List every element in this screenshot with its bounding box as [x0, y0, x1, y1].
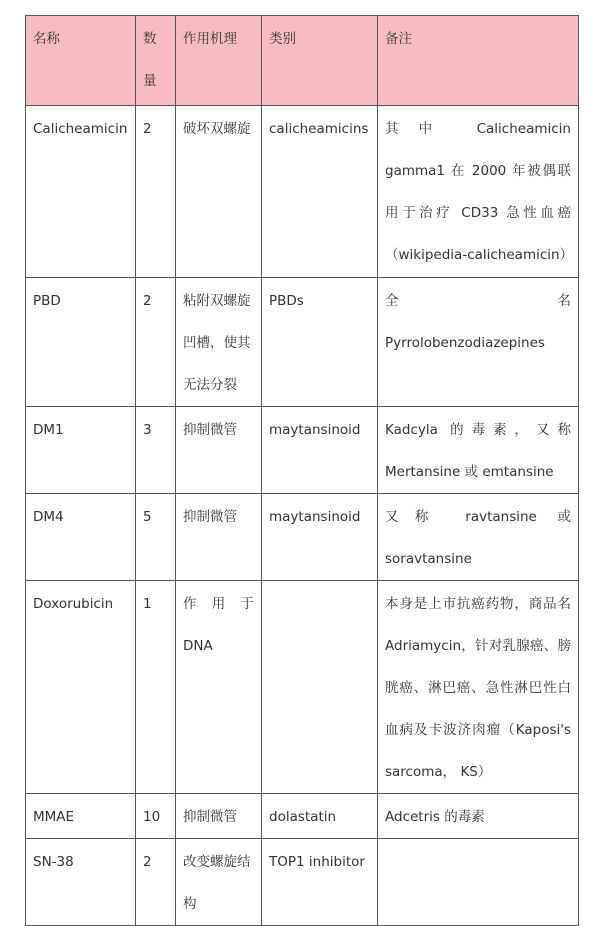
cell-category	[262, 581, 378, 794]
cell-name: DM4	[26, 494, 136, 581]
cell-category: dolastatin	[262, 794, 378, 839]
table-row	[26, 278, 579, 407]
cell-notes: 全名 Pyrrolobenzodiazepines	[378, 278, 579, 407]
cell-notes	[378, 839, 579, 926]
cell-mechanism: 抑制微管	[176, 794, 262, 839]
cell-notes: 其中 Calicheamicin gamma1 在 2000 年被偶联用于治疗 CD33 急性血癌（wikipedia-calicheamicin）	[378, 106, 579, 278]
table-row	[26, 794, 579, 839]
cell-mechanism: 抑制微管	[176, 407, 262, 494]
table-row	[26, 581, 579, 794]
cell-count: 2	[136, 106, 176, 278]
cell-notes: 本身是上市抗癌药物，商品名 Adriamycin，针对乳腺癌、膀胱癌、淋巴癌、急性淋巴性白血病及卡波济肉瘤（Kaposi's sarcoma， KS）	[378, 581, 579, 794]
cell-mechanism: 抑制微管	[176, 494, 262, 581]
header-mechanism: 作用机理	[176, 16, 262, 106]
table-row	[26, 106, 579, 278]
header-row	[26, 16, 579, 106]
table-row	[26, 839, 579, 926]
cell-category: maytansinoid	[262, 494, 378, 581]
cell-category: maytansinoid	[262, 407, 378, 494]
cell-mechanism: 作用于 DNA	[176, 581, 262, 794]
cell-mechanism: 粘附双螺旋凹槽，使其无法分裂	[176, 278, 262, 407]
header-category: 类别	[262, 16, 378, 106]
header-name: 名称	[26, 16, 136, 106]
cell-count: 2	[136, 839, 176, 926]
cell-name: PBD	[26, 278, 136, 407]
table-row	[26, 407, 579, 494]
cell-name: DM1	[26, 407, 136, 494]
cell-name: Calicheamicin	[26, 106, 136, 278]
cell-count: 10	[136, 794, 176, 839]
cell-name: MMAE	[26, 794, 136, 839]
cell-mechanism: 破坏双螺旋	[176, 106, 262, 278]
cell-count: 1	[136, 581, 176, 794]
cell-category: PBDs	[262, 278, 378, 407]
cell-name: Doxorubicin	[26, 581, 136, 794]
cell-category: TOP1 inhibitor	[262, 839, 378, 926]
payload-table	[25, 15, 579, 926]
header-count: 数量	[136, 16, 176, 106]
cell-count: 3	[136, 407, 176, 494]
cell-name: SN-38	[26, 839, 136, 926]
cell-notes: Kadcyla 的毒素，又称 Mertansine 或 emtansine	[378, 407, 579, 494]
cell-notes: Adcetris 的毒素	[378, 794, 579, 839]
cell-count: 2	[136, 278, 176, 407]
cell-notes: 又称 ravtansine 或 soravtansine	[378, 494, 579, 581]
header-notes: 备注	[378, 16, 579, 106]
cell-count: 5	[136, 494, 176, 581]
table-row	[26, 494, 579, 581]
cell-category: calicheamicins	[262, 106, 378, 278]
cell-mechanism: 改变螺旋结构	[176, 839, 262, 926]
